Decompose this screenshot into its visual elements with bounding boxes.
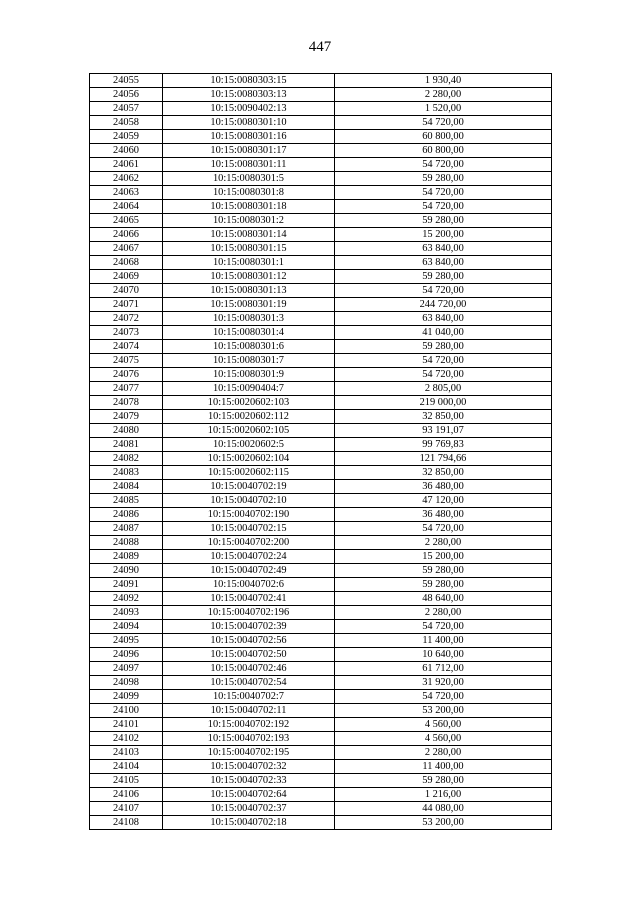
value-cell: 59 280,00	[335, 270, 552, 284]
row-number-cell: 24071	[90, 298, 163, 312]
cadastral-number-cell: 10:15:0080301:7	[163, 354, 335, 368]
table-row	[90, 564, 552, 578]
value-cell: 32 850,00	[335, 466, 552, 480]
value-cell: 41 040,00	[335, 326, 552, 340]
cadastral-number-cell: 10:15:0080301:15	[163, 242, 335, 256]
value-cell: 4 560,00	[335, 732, 552, 746]
row-number-cell: 24079	[90, 410, 163, 424]
cadastral-number-cell: 10:15:0040702:33	[163, 774, 335, 788]
cadastral-number-cell: 10:15:0040702:196	[163, 606, 335, 620]
value-cell: 53 200,00	[335, 704, 552, 718]
value-cell: 4 560,00	[335, 718, 552, 732]
value-cell: 2 280,00	[335, 746, 552, 760]
row-number-cell: 24106	[90, 788, 163, 802]
table-row	[90, 424, 552, 438]
value-cell: 15 200,00	[335, 228, 552, 242]
cadastral-number-cell: 10:15:0090404:7	[163, 382, 335, 396]
table-row	[90, 102, 552, 116]
table-row	[90, 788, 552, 802]
table-row	[90, 774, 552, 788]
table-row	[90, 802, 552, 816]
cadastral-number-cell: 10:15:0080301:17	[163, 144, 335, 158]
cadastral-number-cell: 10:15:0040702:64	[163, 788, 335, 802]
table-row	[90, 732, 552, 746]
row-number-cell: 24069	[90, 270, 163, 284]
cadastral-number-cell: 10:15:0080301:10	[163, 116, 335, 130]
row-number-cell: 24094	[90, 620, 163, 634]
row-number-cell: 24078	[90, 396, 163, 410]
table-row	[90, 508, 552, 522]
row-number-cell: 24064	[90, 200, 163, 214]
cadastral-number-cell: 10:15:0080301:11	[163, 158, 335, 172]
row-number-cell: 24061	[90, 158, 163, 172]
table-row	[90, 704, 552, 718]
row-number-cell: 24056	[90, 88, 163, 102]
table-row	[90, 634, 552, 648]
row-number-cell: 24074	[90, 340, 163, 354]
table-row	[90, 452, 552, 466]
row-number-cell: 24081	[90, 438, 163, 452]
cadastral-number-cell: 10:15:0040702:7	[163, 690, 335, 704]
table-row	[90, 536, 552, 550]
value-cell: 47 120,00	[335, 494, 552, 508]
row-number-cell: 24055	[90, 74, 163, 88]
data-table	[89, 73, 552, 830]
table-row	[90, 340, 552, 354]
cadastral-number-cell: 10:15:0080303:15	[163, 74, 335, 88]
table-row	[90, 312, 552, 326]
row-number-cell: 24075	[90, 354, 163, 368]
row-number-cell: 24102	[90, 732, 163, 746]
row-number-cell: 24066	[90, 228, 163, 242]
value-cell: 1 520,00	[335, 102, 552, 116]
value-cell: 54 720,00	[335, 522, 552, 536]
value-cell: 1 930,40	[335, 74, 552, 88]
table-row	[90, 270, 552, 284]
value-cell: 11 400,00	[335, 634, 552, 648]
table-row	[90, 494, 552, 508]
value-cell: 53 200,00	[335, 816, 552, 830]
table-row	[90, 130, 552, 144]
value-cell: 36 480,00	[335, 508, 552, 522]
cadastral-number-cell: 10:15:0040702:193	[163, 732, 335, 746]
table-row	[90, 620, 552, 634]
cadastral-number-cell: 10:15:0080301:2	[163, 214, 335, 228]
cadastral-number-cell: 10:15:0080301:1	[163, 256, 335, 270]
value-cell: 2 280,00	[335, 536, 552, 550]
row-number-cell: 24068	[90, 256, 163, 270]
table-row	[90, 382, 552, 396]
table-row	[90, 186, 552, 200]
table-row	[90, 396, 552, 410]
row-number-cell: 24059	[90, 130, 163, 144]
value-cell: 36 480,00	[335, 480, 552, 494]
row-number-cell: 24099	[90, 690, 163, 704]
table-row	[90, 410, 552, 424]
row-number-cell: 24058	[90, 116, 163, 130]
table-row	[90, 816, 552, 830]
table-row	[90, 550, 552, 564]
cadastral-number-cell: 10:15:0040702:32	[163, 760, 335, 774]
cadastral-number-cell: 10:15:0040702:192	[163, 718, 335, 732]
cadastral-number-cell: 10:15:0040702:50	[163, 648, 335, 662]
cadastral-number-cell: 10:15:0080301:16	[163, 130, 335, 144]
value-cell: 63 840,00	[335, 242, 552, 256]
value-cell: 60 800,00	[335, 144, 552, 158]
value-cell: 93 191,07	[335, 424, 552, 438]
row-number-cell: 24077	[90, 382, 163, 396]
value-cell: 15 200,00	[335, 550, 552, 564]
row-number-cell: 24072	[90, 312, 163, 326]
value-cell: 219 000,00	[335, 396, 552, 410]
page-number: 447	[308, 39, 332, 55]
cadastral-number-cell: 10:15:0080301:19	[163, 298, 335, 312]
table-row	[90, 578, 552, 592]
cadastral-number-cell: 10:15:0080301:3	[163, 312, 335, 326]
row-number-cell: 24088	[90, 536, 163, 550]
table-row	[90, 284, 552, 298]
cadastral-number-cell: 10:15:0080301:12	[163, 270, 335, 284]
row-number-cell: 24104	[90, 760, 163, 774]
cadastral-number-cell: 10:15:0020602:105	[163, 424, 335, 438]
cadastral-number-cell: 10:15:0040702:190	[163, 508, 335, 522]
cadastral-number-cell: 10:15:0040702:41	[163, 592, 335, 606]
table-row	[90, 592, 552, 606]
value-cell: 59 280,00	[335, 578, 552, 592]
table-row	[90, 256, 552, 270]
value-cell: 59 280,00	[335, 340, 552, 354]
value-cell: 32 850,00	[335, 410, 552, 424]
row-number-cell: 24087	[90, 522, 163, 536]
cadastral-number-cell: 10:15:0020602:112	[163, 410, 335, 424]
value-cell: 61 712,00	[335, 662, 552, 676]
cadastral-number-cell: 10:15:0080301:4	[163, 326, 335, 340]
cadastral-number-cell: 10:15:0040702:19	[163, 480, 335, 494]
table-row	[90, 760, 552, 774]
table-row	[90, 690, 552, 704]
row-number-cell: 24082	[90, 452, 163, 466]
table-row	[90, 718, 552, 732]
table-row	[90, 606, 552, 620]
cadastral-number-cell: 10:15:0020602:115	[163, 466, 335, 480]
cadastral-number-cell: 10:15:0040702:195	[163, 746, 335, 760]
table-row	[90, 242, 552, 256]
cadastral-number-cell: 10:15:0040702:6	[163, 578, 335, 592]
row-number-cell: 24092	[90, 592, 163, 606]
value-cell: 54 720,00	[335, 620, 552, 634]
cadastral-number-cell: 10:15:0040702:46	[163, 662, 335, 676]
row-number-cell: 24085	[90, 494, 163, 508]
value-cell: 59 280,00	[335, 564, 552, 578]
cadastral-number-cell: 10:15:0090402:13	[163, 102, 335, 116]
value-cell: 11 400,00	[335, 760, 552, 774]
cadastral-number-cell: 10:15:0040702:11	[163, 704, 335, 718]
row-number-cell: 24067	[90, 242, 163, 256]
table-row	[90, 88, 552, 102]
row-number-cell: 24076	[90, 368, 163, 382]
value-cell: 54 720,00	[335, 690, 552, 704]
table-row	[90, 676, 552, 690]
row-number-cell: 24098	[90, 676, 163, 690]
table-row	[90, 74, 552, 88]
row-number-cell: 24095	[90, 634, 163, 648]
cadastral-number-cell: 10:15:0080301:8	[163, 186, 335, 200]
table-row	[90, 354, 552, 368]
row-number-cell: 24062	[90, 172, 163, 186]
row-number-cell: 24093	[90, 606, 163, 620]
cadastral-number-cell: 10:15:0020602:5	[163, 438, 335, 452]
table-row	[90, 116, 552, 130]
value-cell: 48 640,00	[335, 592, 552, 606]
table-row	[90, 158, 552, 172]
cadastral-number-cell: 10:15:0080301:13	[163, 284, 335, 298]
row-number-cell: 24070	[90, 284, 163, 298]
table-row	[90, 298, 552, 312]
cadastral-number-cell: 10:15:0080301:6	[163, 340, 335, 354]
table-row	[90, 172, 552, 186]
cadastral-number-cell: 10:15:0080301:14	[163, 228, 335, 242]
row-number-cell: 24084	[90, 480, 163, 494]
cadastral-number-cell: 10:15:0080301:5	[163, 172, 335, 186]
value-cell: 54 720,00	[335, 354, 552, 368]
table-row	[90, 368, 552, 382]
table-row	[90, 214, 552, 228]
value-cell: 99 769,83	[335, 438, 552, 452]
row-number-cell: 24105	[90, 774, 163, 788]
row-number-cell: 24083	[90, 466, 163, 480]
value-cell: 54 720,00	[335, 284, 552, 298]
row-number-cell: 24086	[90, 508, 163, 522]
value-cell: 59 280,00	[335, 172, 552, 186]
row-number-cell: 24108	[90, 816, 163, 830]
cadastral-number-cell: 10:15:0040702:49	[163, 564, 335, 578]
value-cell: 121 794,66	[335, 452, 552, 466]
row-number-cell: 24060	[90, 144, 163, 158]
value-cell: 2 280,00	[335, 606, 552, 620]
value-cell: 44 080,00	[335, 802, 552, 816]
table-row	[90, 522, 552, 536]
row-number-cell: 24089	[90, 550, 163, 564]
row-number-cell: 24101	[90, 718, 163, 732]
row-number-cell: 24103	[90, 746, 163, 760]
table-row	[90, 228, 552, 242]
cadastral-number-cell: 10:15:0040702:200	[163, 536, 335, 550]
row-number-cell: 24057	[90, 102, 163, 116]
table-row	[90, 480, 552, 494]
table-row	[90, 648, 552, 662]
cadastral-number-cell: 10:15:0040702:18	[163, 816, 335, 830]
row-number-cell: 24063	[90, 186, 163, 200]
value-cell: 31 920,00	[335, 676, 552, 690]
cadastral-number-cell: 10:15:0080301:9	[163, 368, 335, 382]
cadastral-number-cell: 10:15:0040702:54	[163, 676, 335, 690]
value-cell: 59 280,00	[335, 214, 552, 228]
table-row	[90, 466, 552, 480]
value-cell: 59 280,00	[335, 774, 552, 788]
cadastral-number-cell: 10:15:0040702:56	[163, 634, 335, 648]
value-cell: 2 280,00	[335, 88, 552, 102]
row-number-cell: 24073	[90, 326, 163, 340]
cadastral-number-cell: 10:15:0020602:103	[163, 396, 335, 410]
row-number-cell: 24090	[90, 564, 163, 578]
cadastral-number-cell: 10:15:0040702:37	[163, 802, 335, 816]
value-cell: 54 720,00	[335, 158, 552, 172]
row-number-cell: 24096	[90, 648, 163, 662]
row-number-cell: 24107	[90, 802, 163, 816]
cadastral-number-cell: 10:15:0040702:10	[163, 494, 335, 508]
row-number-cell: 24080	[90, 424, 163, 438]
cadastral-number-cell: 10:15:0040702:39	[163, 620, 335, 634]
value-cell: 63 840,00	[335, 312, 552, 326]
row-number-cell: 24065	[90, 214, 163, 228]
table-body	[90, 74, 552, 830]
value-cell: 63 840,00	[335, 256, 552, 270]
table-row	[90, 200, 552, 214]
table-row	[90, 746, 552, 760]
value-cell: 54 720,00	[335, 368, 552, 382]
value-cell: 10 640,00	[335, 648, 552, 662]
cadastral-number-cell: 10:15:0080301:18	[163, 200, 335, 214]
row-number-cell: 24100	[90, 704, 163, 718]
table-row	[90, 662, 552, 676]
value-cell: 60 800,00	[335, 130, 552, 144]
row-number-cell: 24097	[90, 662, 163, 676]
row-number-cell: 24091	[90, 578, 163, 592]
table-row	[90, 438, 552, 452]
cadastral-number-cell: 10:15:0040702:24	[163, 550, 335, 564]
value-cell: 54 720,00	[335, 186, 552, 200]
cadastral-number-cell: 10:15:0040702:15	[163, 522, 335, 536]
value-cell: 54 720,00	[335, 200, 552, 214]
cadastral-number-cell: 10:15:0020602:104	[163, 452, 335, 466]
table-row	[90, 326, 552, 340]
table-row	[90, 144, 552, 158]
value-cell: 2 805,00	[335, 382, 552, 396]
value-cell: 1 216,00	[335, 788, 552, 802]
cadastral-number-cell: 10:15:0080303:13	[163, 88, 335, 102]
value-cell: 54 720,00	[335, 116, 552, 130]
value-cell: 244 720,00	[335, 298, 552, 312]
